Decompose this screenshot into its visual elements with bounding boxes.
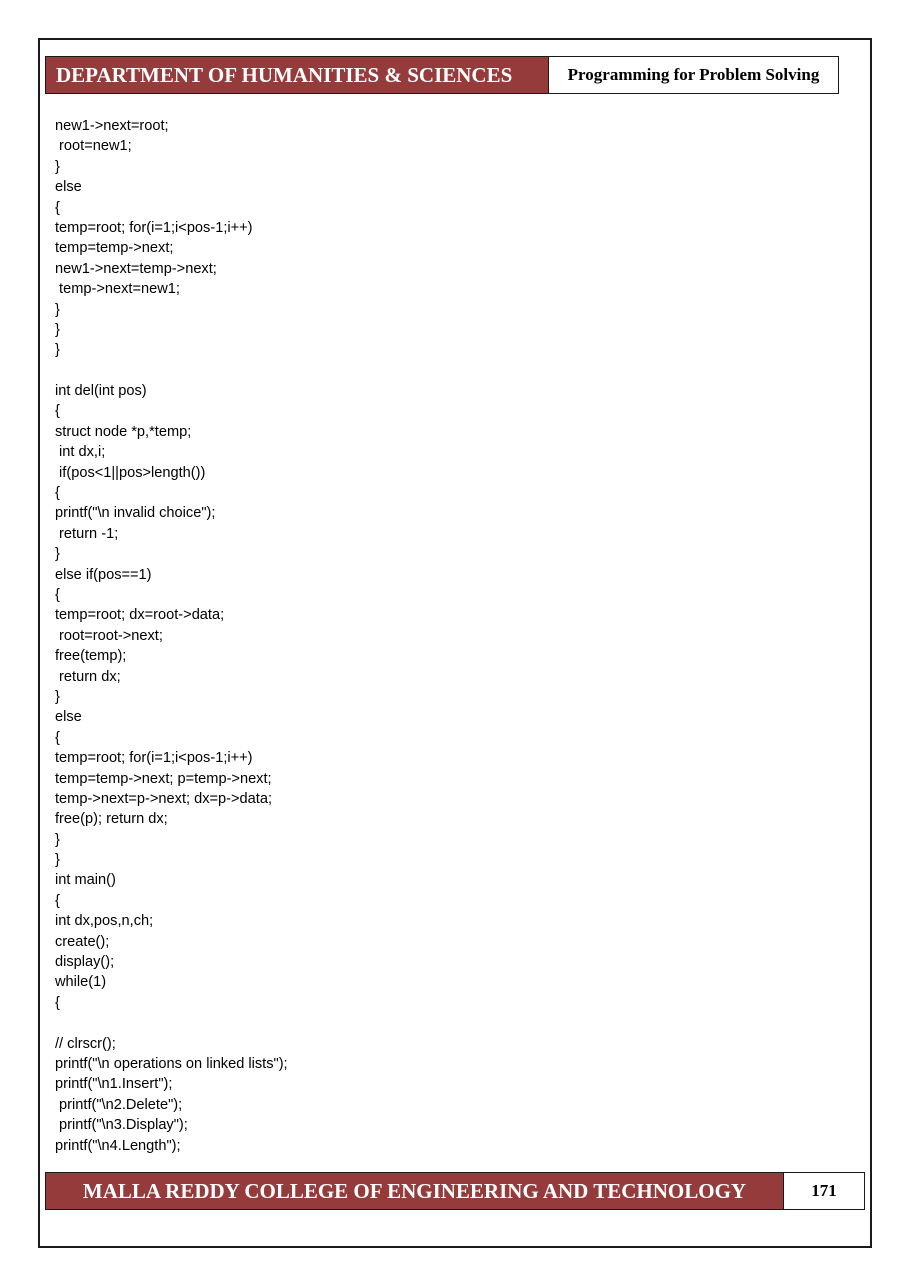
- code-line: temp=root; dx=root->data;: [55, 607, 225, 624]
- code-line: }: [55, 321, 60, 338]
- code-line: }: [55, 831, 60, 848]
- code-line: int del(int pos): [55, 383, 147, 400]
- code-line: printf("\n2.Delete");: [55, 1096, 183, 1113]
- code-line: new1->next=root;: [55, 118, 169, 134]
- code-line: }: [55, 301, 60, 318]
- code-line: create();: [55, 933, 110, 950]
- code-line: temp=temp->next;: [55, 240, 174, 257]
- subject-title: Programming for Problem Solving: [548, 57, 838, 93]
- code-line: new1->next=temp->next;: [55, 260, 217, 277]
- code-line: temp=temp->next; p=temp->next;: [55, 770, 272, 787]
- code-line: free(temp);: [55, 648, 127, 665]
- code-line: [55, 361, 815, 381]
- code-line: display();: [55, 954, 115, 971]
- code-line: printf("\n invalid choice");: [55, 505, 216, 522]
- code-line: }: [55, 342, 60, 359]
- code-line: {: [55, 199, 60, 216]
- code-line: struct node *p,*temp;: [55, 423, 192, 440]
- page-number: 171: [783, 1173, 864, 1209]
- code-line: else: [55, 179, 82, 196]
- page-footer: [45, 1172, 865, 1210]
- code-line: printf("\n3.Display");: [55, 1117, 188, 1134]
- code-line: }: [55, 158, 60, 175]
- code-line: return dx;: [55, 668, 121, 685]
- code-line: root=root->next;: [55, 627, 163, 644]
- code-line: printf("\n1.Insert");: [55, 1076, 173, 1093]
- code-line: {: [55, 729, 60, 746]
- code-line: int dx,i;: [55, 444, 106, 461]
- code-line: return -1;: [55, 525, 119, 542]
- code-line: int dx,pos,n,ch;: [55, 913, 154, 930]
- department-title: DEPARTMENT OF HUMANITIES & SCIENCES: [46, 57, 548, 93]
- code-listing: [55, 116, 815, 1156]
- code-line: }: [55, 546, 60, 563]
- code-line: else: [55, 709, 82, 726]
- code-line: {: [55, 403, 60, 420]
- code-line: temp=root; for(i=1;i<pos-1;i++): [55, 219, 253, 236]
- code-line: free(p); return dx;: [55, 811, 168, 828]
- code-line: {: [55, 994, 60, 1011]
- code-line: temp->next=p->next; dx=p->data;: [55, 790, 273, 807]
- code-line: {: [55, 586, 60, 603]
- code-line: int main(): [55, 872, 116, 889]
- code-line: temp=root; for(i=1;i<pos-1;i++): [55, 750, 253, 767]
- code-line: printf("\n4.Length");: [55, 1137, 181, 1154]
- code-line: temp->next=new1;: [55, 281, 180, 298]
- code-line: while(1): [55, 974, 107, 991]
- code-line: printf("\n operations on linked lists");: [55, 1055, 288, 1072]
- code-line: {: [55, 892, 60, 909]
- page-header: [45, 56, 839, 94]
- code-line: }: [55, 688, 60, 705]
- code-line: // clrscr();: [55, 1035, 116, 1052]
- code-line: [55, 1013, 815, 1033]
- code-line: else if(pos==1): [55, 566, 152, 583]
- code-line: root=new1;: [55, 138, 132, 155]
- code-line: {: [55, 485, 60, 502]
- college-name: MALLA REDDY COLLEGE OF ENGINEERING AND TECHNOLOGY: [46, 1173, 783, 1209]
- code-line: if(pos<1||pos>length()): [55, 464, 206, 481]
- code-line: }: [55, 852, 60, 869]
